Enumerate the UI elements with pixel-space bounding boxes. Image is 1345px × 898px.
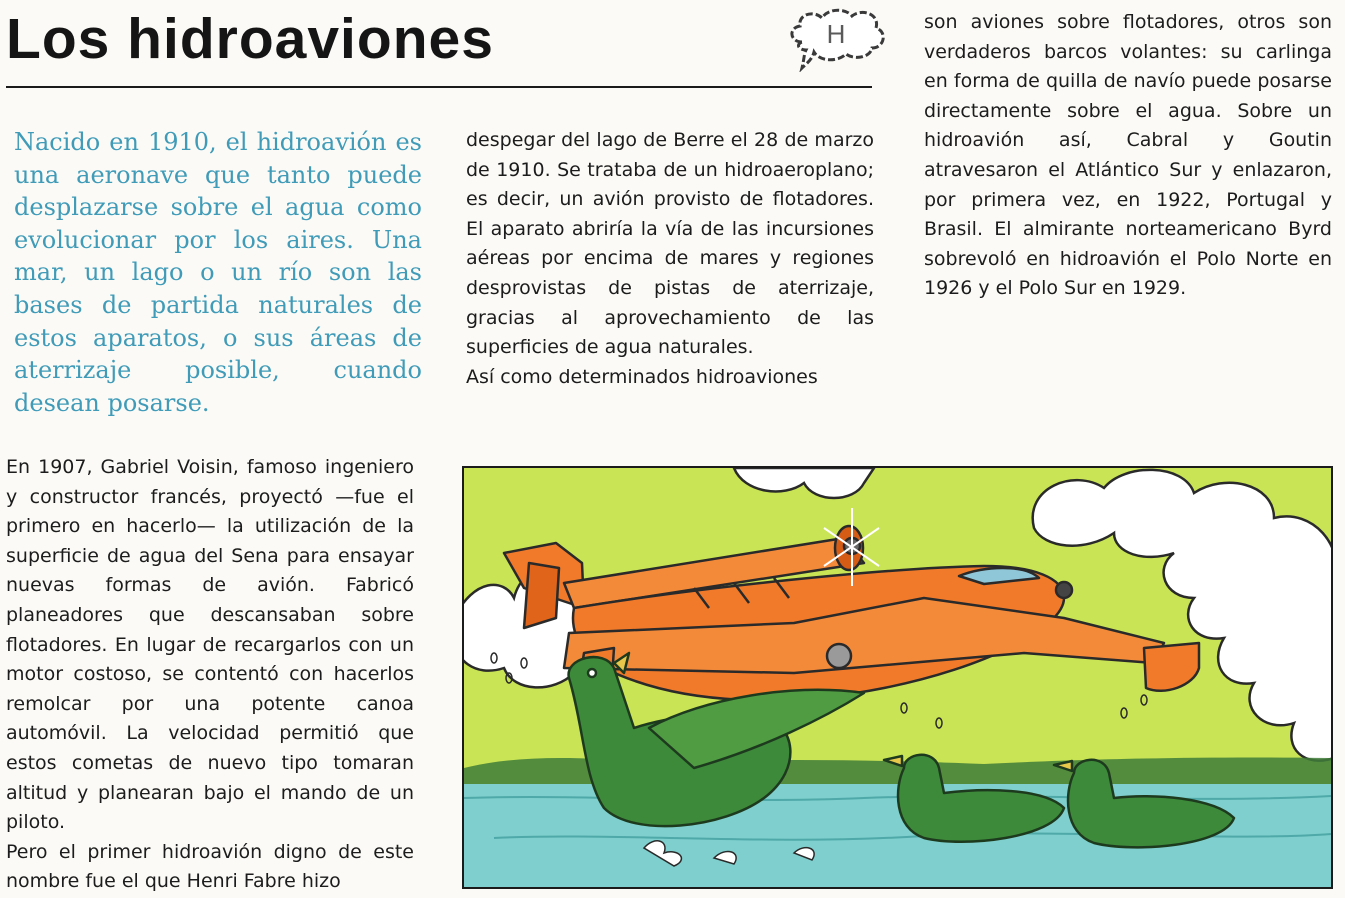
text-column-1 [6,453,414,897]
column-2-paragraph-2: Así como determinados hidroaviones [466,365,818,388]
badge-letter: H [826,19,846,49]
text-column-2 [466,126,874,392]
column-1-paragraph-2: Pero el primer hidroavión digno de este nombre fue el que Henri Fabre hizo [6,840,414,893]
h-cloud-badge-icon [784,4,890,72]
text-column-3 [924,8,1332,304]
intro-paragraph: Nacido en 1910, el hidroavión es una aeronave que tanto puede desplazarse sobre el agua como evolucionar por los aires. Una mar, un lago o un río son las bases de partida naturales de estos aparatos, o sus áreas de aterrizaje posible, cuando desean posarse. [14,128,422,417]
page-title: Los hidroaviones [6,7,494,71]
illustration-drawing [464,468,1331,887]
seaplane-illustration [462,466,1333,889]
column-3-paragraph-1: son aviones sobre flotadores, otros son verdaderos barcos volantes: su carlinga en forma de quilla de navío puede posarse directamente sobre el agua. Sobre un hidroavión así, Cabral y Goutin atravesaron el Atlántico Sur y enlazaron, por primera vez, en 1922, Portugal y Brasil. El almirante norteamericano Byrd sobrevoló en hidroavión el Polo Norte en 1926 y el Polo Sur en 1929. [924,11,1332,300]
column-2-paragraph-1: despegar del lago de Berre el 28 de marzo de 1910. Se trataba de un hidroaeroplano; es decir, un avión provisto de flotadores. El aparato abriría la vía de las incursiones aéreas por encima de mares y regiones desprovistas de pistas de aterrizaje, gracias al aprovechamiento de las superficies de agua naturales. [466,129,874,359]
column-1-paragraph-1: En 1907, Gabriel Voisin, famoso ingeniero y constructor francés, proyectó —fue el primero en hacerlo— la utilización de la superficie de agua del Sena para ensayar nuevas formas de avión. Fabricó planeadores que descansaban sobre flotadores. En lugar de recargarlos con un motor costoso, se contentó con hacerlos remolcar por una potente canoa automóvil. La velocidad permitió que estos cometas de nuevo tipo tomaran altitud y planearan bajo el mando de un piloto. [6,456,414,834]
title-rule [6,86,872,88]
